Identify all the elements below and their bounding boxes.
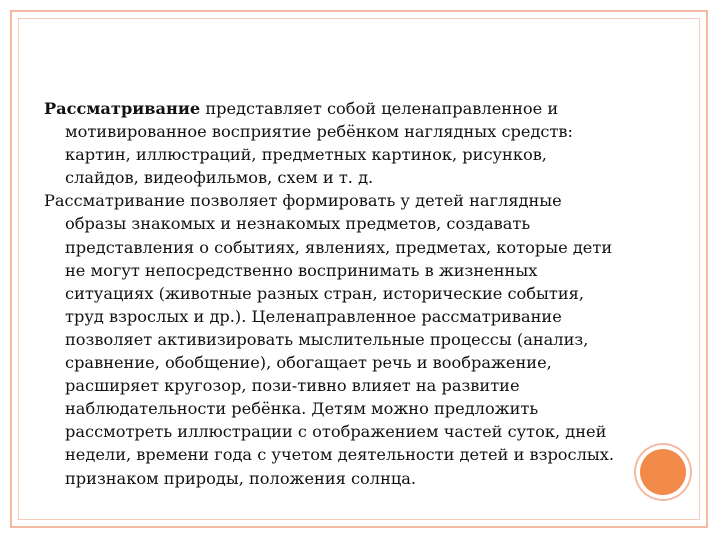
orange-circle-decoration (640, 449, 686, 495)
slide-content (44, 97, 624, 490)
paragraph-definition (44, 97, 624, 189)
definition-text: представляет собой целенаправленное и мотивированное восприятие ребёнком наглядных средств: картин, иллюстраций, предметных картинок, рисунков, слайдов, видеофильмов, схем и т. д. (65, 99, 574, 188)
paragraph-description: Рассматривание позволяет формировать у детей наглядные образы знакомых и незнакомых предметов, создавать представления о событиях, явлениях, предметах, которые дети не могут непосредственно воспринимать в жизненных ситуациях (животные разных стран, исторические события, труд взрослых и др.). Целенаправленное рассматривание позволяет активизировать мыслительные процессы (анализ, сравнение, обобщение), обогащает речь и воображение, расширяет кругозор, пози-тивно влияет на развитие наблюдательности ребёнка. Детям можно предложить рассмотреть иллюстрации с отображением частей суток, дней недели, времени года с учетом деятельности детей и взрослых. признаком природы, положения солнца. (44, 191, 615, 488)
term-bold: Рассматривание (44, 99, 201, 118)
